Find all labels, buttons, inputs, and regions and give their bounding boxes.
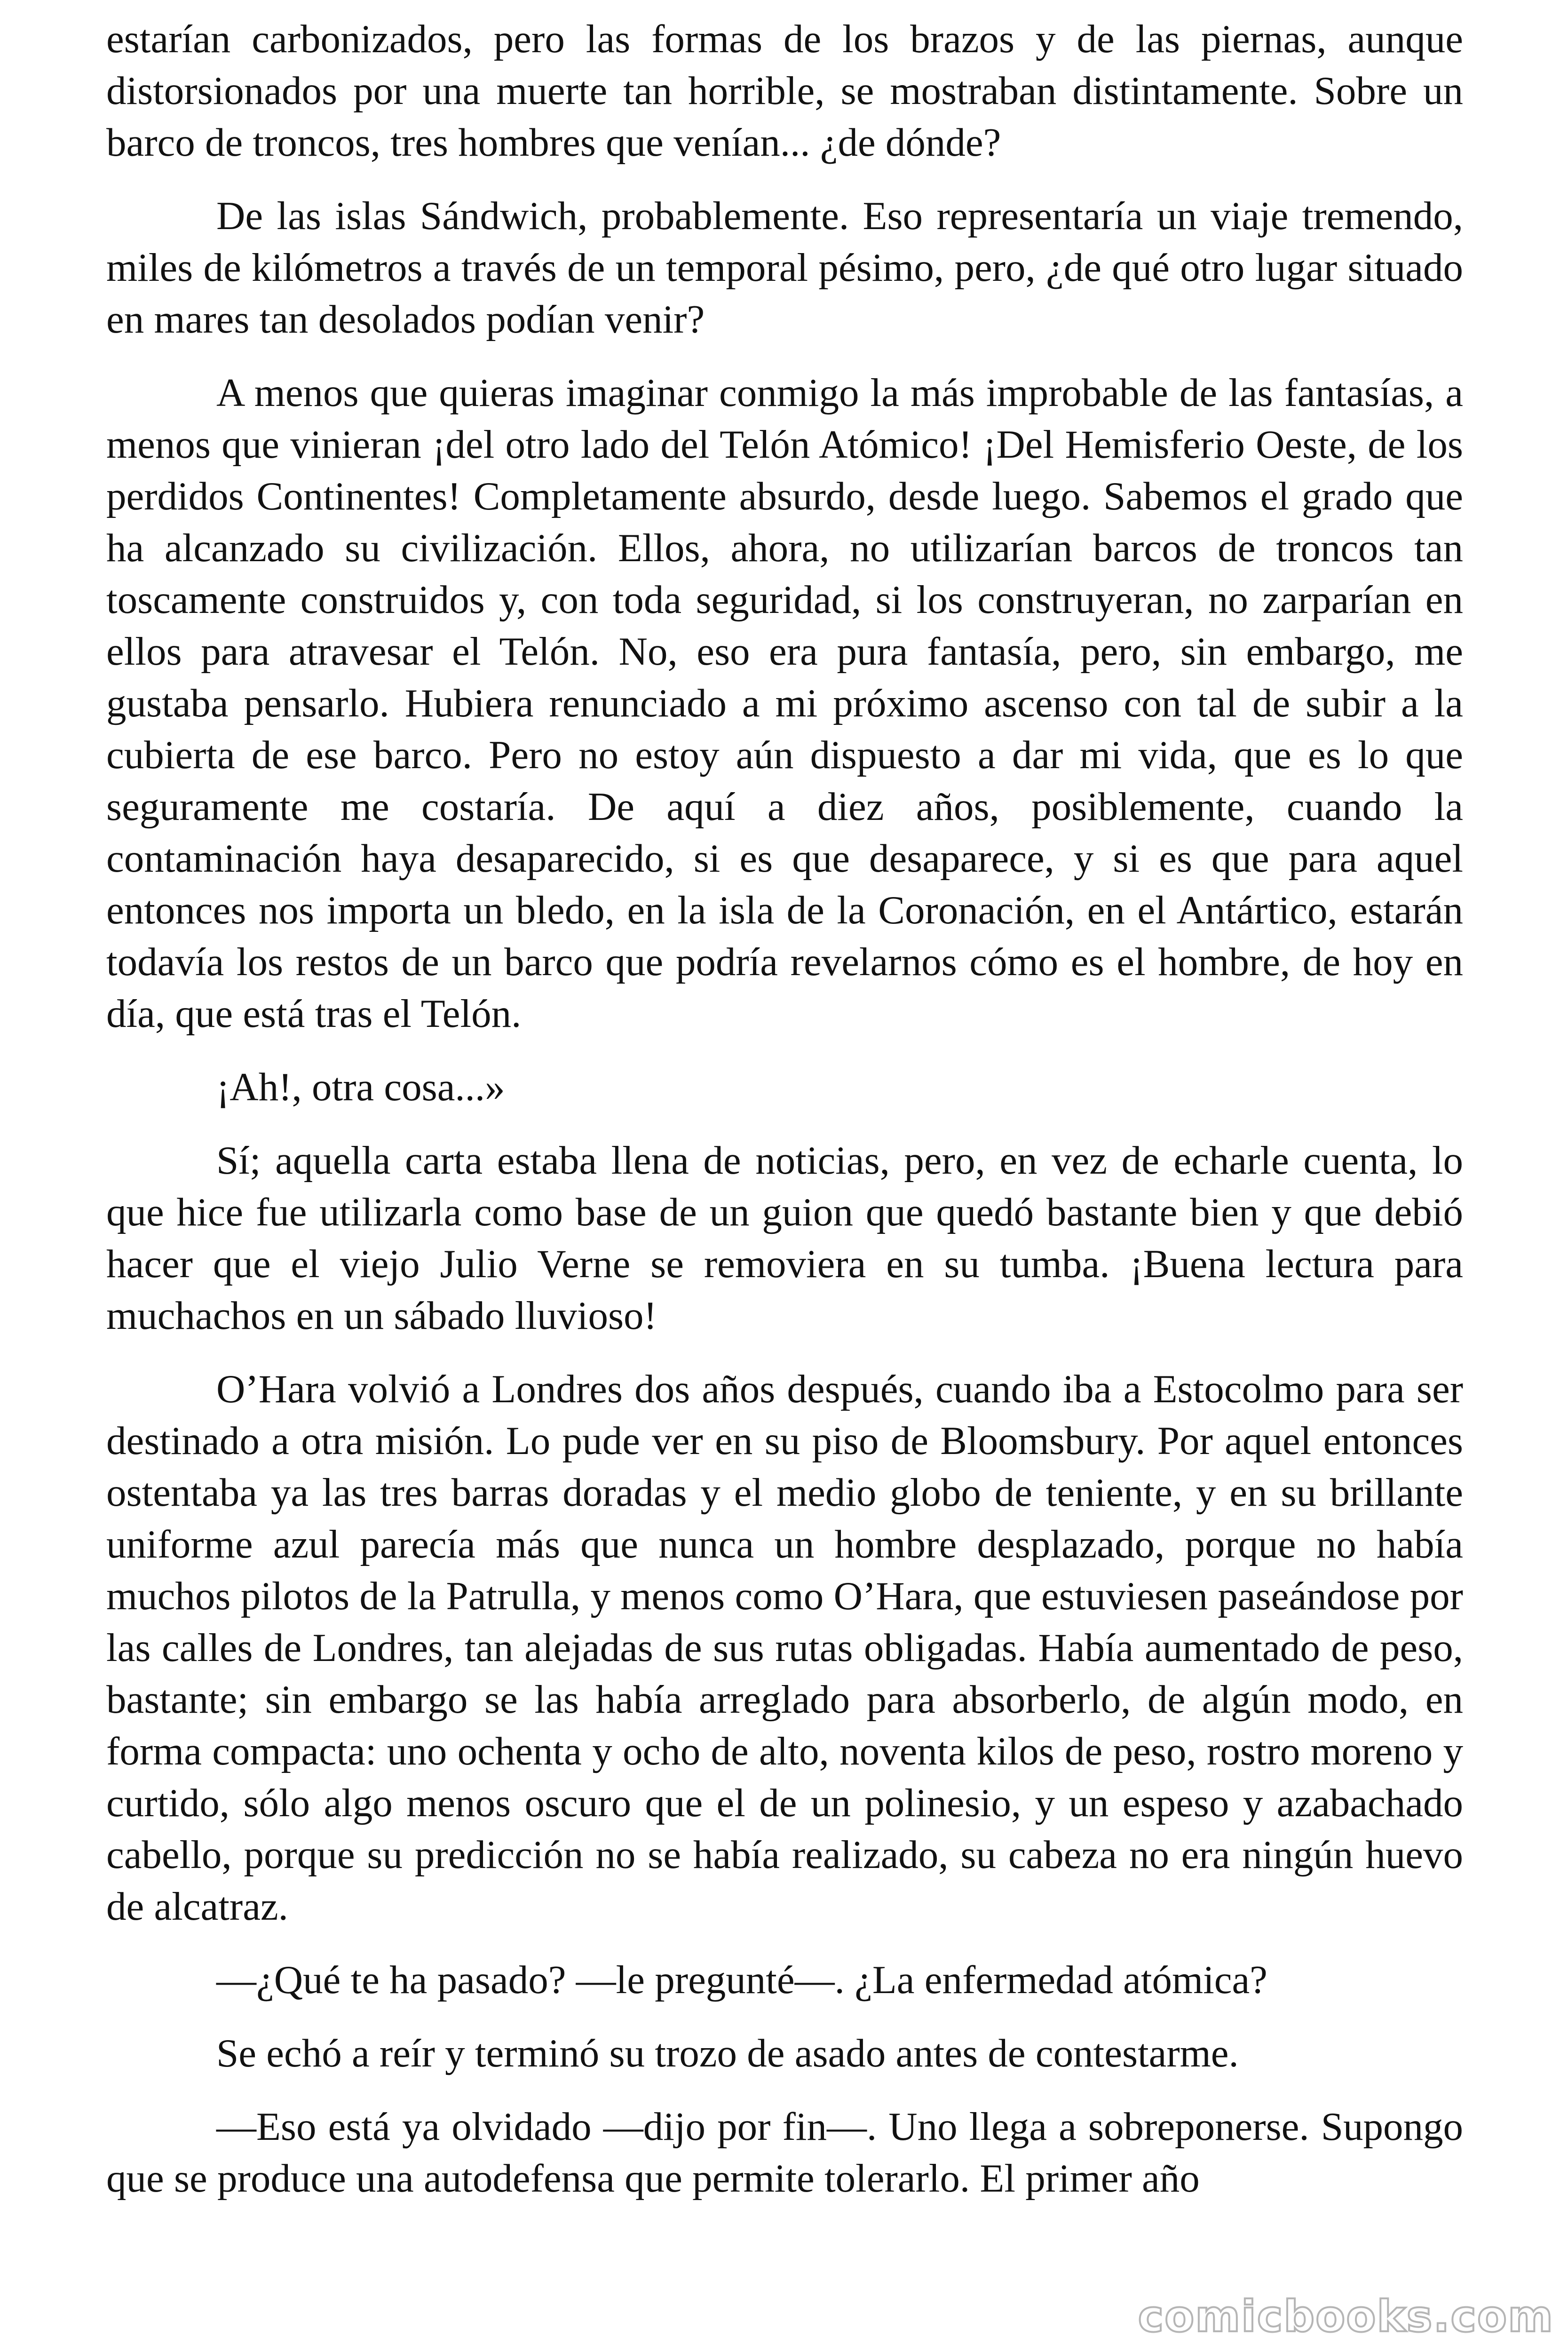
- watermark: comicbooks.com: [1138, 2291, 1554, 2342]
- paragraph-2: De las islas Sándwich, probablemente. Eso representaría un viaje tremendo, miles de kilómetros a través de un temporal pésimo, pero, ¿de qué otro lugar situado en mares tan desolados podían venir?: [106, 194, 1463, 342]
- paragraph-1: estarían carbonizados, pero las formas de los brazos y de las piernas, aunque distorsionados por una muerte tan horrible, se mostraban distintamente. Sobre un barco de troncos, tres hombres que venían... ¿de dónde?: [106, 17, 1463, 165]
- book-page: [106, 13, 1463, 2352]
- paragraph-3: A menos que quieras imaginar conmigo la más improbable de las fantasías, a menos que vinieran ¡del otro lado del Telón Atómico! ¡Del Hemisferio Oeste, de los perdidos Continentes! Completamente absurdo, desde luego. Sabemos el grado que ha alcanzado su civilización. Ellos, ahora, no utilizarían barcos de troncos tan toscamente construidos y, con toda seguridad, si los construyeran, no zarparían en ellos para atravesar el Telón. No, eso era pura fantasía, pero, sin embargo, me gustaba pensarlo. Hubiera renunciado a mi próximo ascenso con tal de subir a la cubierta de ese barco. Pero no estoy aún dispuesto a dar mi vida, que es lo que seguramente me costaría. De aquí a diez años, posiblemente, cuando la contaminación haya desaparecido, si es que desaparece, y si es que para aquel entonces nos importa un bledo, en la isla de la Coronación, en el Antártico, estarán todavía los restos de un barco que podría revelarnos cómo es el hombre, de hoy en día, que está tras el Telón.: [106, 371, 1463, 1036]
- paragraph-9: —Eso está ya olvidado —dijo por fin—. Uno llega a sobreponerse. Supongo que se produce una autodefensa que permite tolerarlo. El primer año: [106, 2105, 1463, 2201]
- paragraph-8: Se echó a reír y terminó su trozo de asado antes de contestarme.: [216, 2031, 1239, 2075]
- paragraph-4: ¡Ah!, otra cosa...»: [216, 1065, 505, 1109]
- paragraph-6: O’Hara volvió a Londres dos años después, cuando iba a Estocolmo para ser destinado a otra misión. Lo pude ver en su piso de Bloomsbury. Por aquel entonces ostentaba ya las tres barras doradas y el medio globo de teniente, y en su brillante uniforme azul parecía más que nunca un hombre desplazado, porque no había muchos pilotos de la Patrulla, y menos como O’Hara, que estuviesen paseándose por las calles de Londres, tan alejadas de sus rutas obligadas. Había aumentado de peso, bastante; sin embargo se las había arreglado para absorberlo, de algún modo, en forma compacta: uno ochenta y ocho de alto, noventa kilos de peso, rostro moreno y curtido, sólo algo menos oscuro que el de un polinesio, y un espeso y azabachado cabello, porque su predicción no se había realizado, su cabeza no era ningún huevo de alcatraz.: [106, 1367, 1463, 1929]
- paragraph-5: Sí; aquella carta estaba llena de noticias, pero, en vez de echarle cuenta, lo que hice fue utilizarla como base de un guion que quedó bastante bien y que debió hacer que el viejo Julio Verne se removiera en su tumba. ¡Buena lectura para muchachos en un sábado lluvioso!: [106, 1138, 1463, 1338]
- paragraph-7: —¿Qué te ha pasado? —le pregunté—. ¿La enfermedad atómica?: [216, 1958, 1267, 2002]
